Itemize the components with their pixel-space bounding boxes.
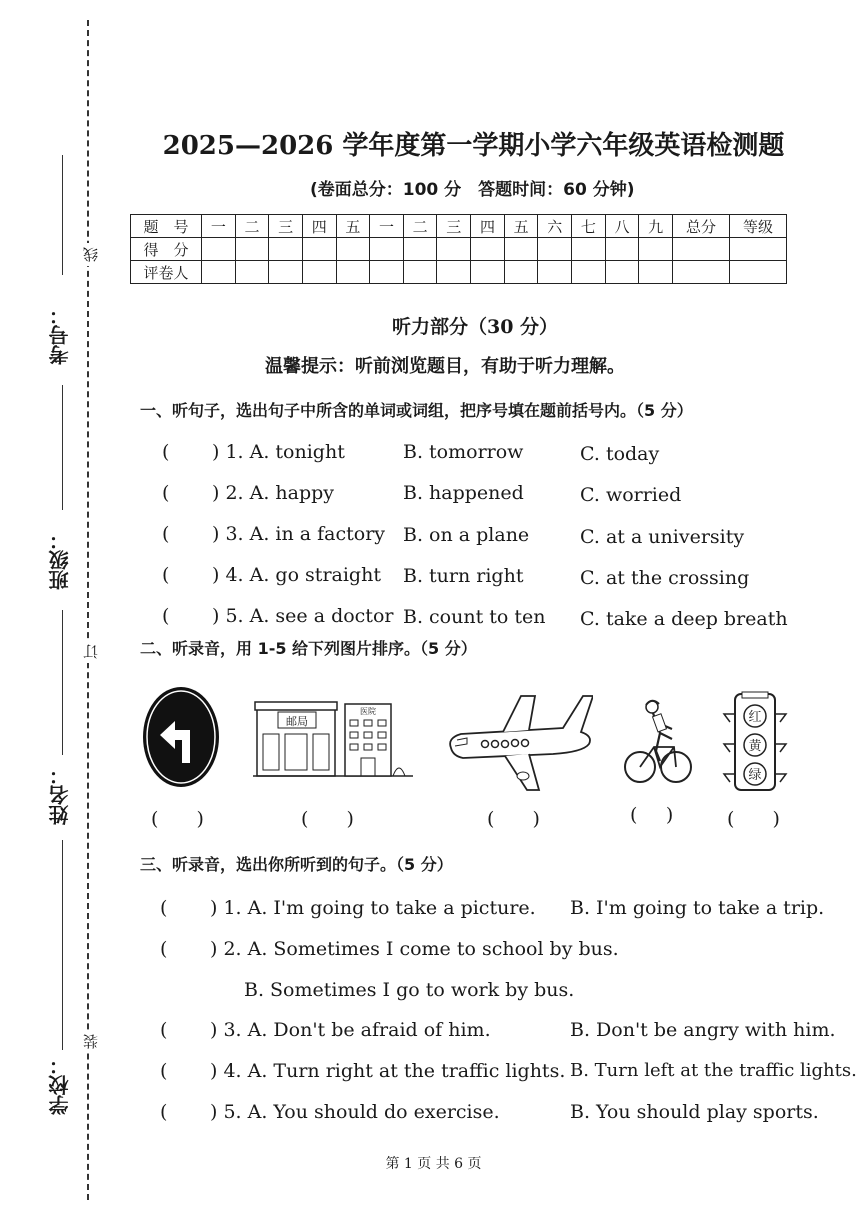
col-header: 一 xyxy=(370,215,404,238)
page-title: 2025—2026 学年度第一学期小学六年级英语检测题 xyxy=(162,131,785,161)
answer-paren[interactable]: ( xyxy=(162,523,170,545)
col-header: 七 xyxy=(572,215,606,238)
cyclist-picture xyxy=(622,695,694,787)
answer-paren[interactable]: ( xyxy=(162,441,170,463)
picture-answer-paren[interactable]: ( ) xyxy=(487,808,540,830)
option-a: ) 5. A. You should do exercise. xyxy=(210,1101,500,1123)
answer-paren[interactable]: ( xyxy=(160,1060,168,1082)
option-b: B. count to ten xyxy=(403,606,546,628)
option-a: ) 5. A. see a doctor xyxy=(212,605,394,627)
banji-label: 班级： xyxy=(48,530,72,590)
answer-paren[interactable]: ( xyxy=(160,897,168,919)
section3-heading: 三、听录音，选出你所听到的句子。（5 分） xyxy=(140,855,453,874)
bind-mark-zhuang: 装 xyxy=(80,1030,101,1053)
col-header: 八 xyxy=(605,215,639,238)
post-office-hospital-picture xyxy=(253,698,413,780)
bind-mark-xian: 线 xyxy=(80,243,101,266)
score-table-score-row xyxy=(131,238,787,261)
banji-underline xyxy=(62,385,63,510)
section2-heading: 二、听录音，用 1-5 给下列图片排序。（5 分） xyxy=(140,639,477,658)
col-header: 总分 xyxy=(673,215,730,238)
page-footer: 第 1 页 共 6 页 xyxy=(385,1156,482,1172)
score-table-grader-row xyxy=(131,261,787,284)
col-header: 二 xyxy=(235,215,269,238)
post-office-sign-text: 邮局 xyxy=(286,715,308,728)
score-table-header-row xyxy=(131,215,787,238)
col-header: 三 xyxy=(269,215,303,238)
picture-answer-paren[interactable]: ( ) xyxy=(630,804,674,826)
option-b: B. I'm going to take a trip. xyxy=(570,897,825,919)
option-c: C. take a deep breath xyxy=(580,608,788,630)
airplane-picture xyxy=(443,690,593,795)
page-subtitle: (卷面总分：100 分 答题时间：60 分钟) xyxy=(310,180,635,200)
turn-left-sign-picture xyxy=(140,685,222,790)
xuexiao-label: 学校： xyxy=(48,1055,72,1115)
picture-answer-paren[interactable]: ( ) xyxy=(727,808,780,830)
col-header: 等级 xyxy=(730,215,787,238)
option-a: ) 1. A. tonight xyxy=(212,441,345,463)
row-label: 得 分 xyxy=(131,238,202,261)
option-a: ) 4. A. go straight xyxy=(212,564,381,586)
light-yellow-text: 黄 xyxy=(748,739,762,754)
kaohao-underline xyxy=(62,155,63,275)
col-header: 二 xyxy=(403,215,437,238)
xingming-underline xyxy=(62,610,63,755)
col-header: 五 xyxy=(504,215,538,238)
kaohao-label: 考号： xyxy=(48,305,72,365)
option-c: C. at a university xyxy=(580,526,745,548)
option-a: ) 2. A. Sometimes I come to school by bus. xyxy=(210,938,619,960)
col-header: 五 xyxy=(336,215,370,238)
row-label: 题 号 xyxy=(131,215,202,238)
hospital-sign-text: 医院 xyxy=(360,707,376,716)
option-b: B. Turn left at the traffic lights. xyxy=(570,1060,857,1081)
bind-mark-ding: 订 xyxy=(80,640,101,663)
option-c: C. worried xyxy=(580,484,682,506)
section1-heading: 一、听句子，选出句子中所含的单词或词组，把序号填在题前括号内。（5 分） xyxy=(140,401,693,420)
answer-paren[interactable]: ( xyxy=(160,1101,168,1123)
col-header: 六 xyxy=(538,215,572,238)
col-header: 三 xyxy=(437,215,471,238)
xingming-label: 姓名： xyxy=(48,765,72,825)
picture-answer-paren[interactable]: ( ) xyxy=(301,808,354,830)
col-header: 一 xyxy=(202,215,236,238)
col-header: 四 xyxy=(302,215,336,238)
picture-answer-paren[interactable]: ( ) xyxy=(151,808,204,830)
option-a: ) 1. A. I'm going to take a picture. xyxy=(210,897,536,919)
option-c: C. today xyxy=(580,443,660,465)
option-a: ) 4. A. Turn right at the traffic lights. xyxy=(210,1060,566,1082)
row-label: 评卷人 xyxy=(131,261,202,284)
option-a: ) 2. A. happy xyxy=(212,482,335,504)
option-a: ) 3. A. Don't be afraid of him. xyxy=(210,1019,491,1041)
option-b: B. tomorrow xyxy=(403,441,524,463)
answer-paren[interactable]: ( xyxy=(162,482,170,504)
option-b: B. Don't be angry with him. xyxy=(570,1019,836,1041)
score-table xyxy=(130,214,787,284)
listening-title: 听力部分（30 分） xyxy=(392,316,559,338)
traffic-lights-picture xyxy=(720,690,790,795)
option-b: B. on a plane xyxy=(403,524,530,546)
option-b: B. turn right xyxy=(403,565,524,587)
option-b: B. Sometimes I go to work by bus. xyxy=(244,979,575,1001)
option-c: C. at the crossing xyxy=(580,567,750,589)
dashed-cut-line xyxy=(87,20,89,1200)
option-b: B. happened xyxy=(403,482,524,504)
answer-paren[interactable]: ( xyxy=(162,564,170,586)
answer-paren[interactable]: ( xyxy=(160,1019,168,1041)
option-b: B. You should play sports. xyxy=(570,1101,819,1123)
col-header: 四 xyxy=(471,215,505,238)
light-green-text: 绿 xyxy=(748,768,762,783)
xuexiao-underline xyxy=(62,840,63,1050)
answer-paren[interactable]: ( xyxy=(162,605,170,627)
listening-tip: 温馨提示：听前浏览题目，有助于听力理解。 xyxy=(265,356,625,377)
answer-paren[interactable]: ( xyxy=(160,938,168,960)
light-red-text: 红 xyxy=(748,710,762,725)
option-a: ) 3. A. in a factory xyxy=(212,523,386,545)
col-header: 九 xyxy=(639,215,673,238)
